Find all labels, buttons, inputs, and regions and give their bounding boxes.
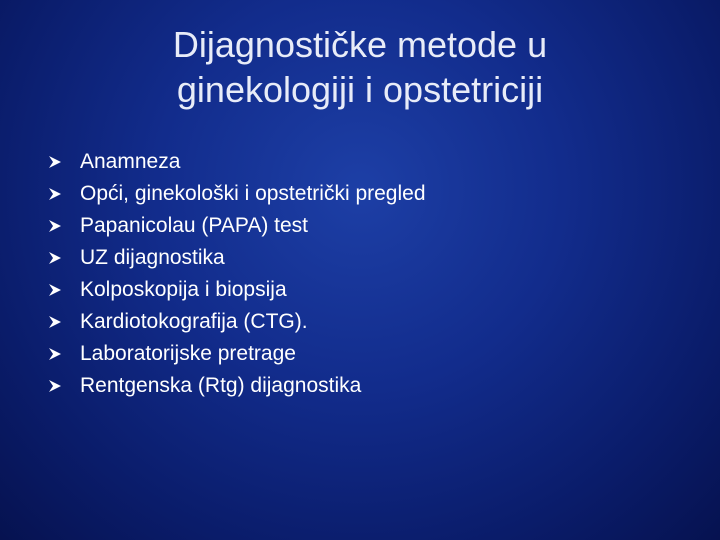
arrowhead-bullet-icon	[48, 347, 62, 361]
list-item-label: Laboratorijske pretrage	[80, 342, 296, 365]
arrowhead-bullet-icon	[48, 379, 62, 393]
list-item	[48, 370, 426, 402]
list-item	[48, 306, 426, 338]
title-line-1: Dijagnostičke metode u	[172, 24, 548, 65]
arrowhead-bullet-icon	[48, 251, 62, 265]
list-item-label: Kardiotokografija (CTG).	[80, 310, 308, 333]
list-item	[48, 210, 426, 242]
bullet-list	[48, 146, 426, 402]
slide-title	[60, 22, 660, 112]
list-item-label: Papanicolau (PAPA) test	[80, 214, 309, 237]
arrowhead-bullet-icon	[48, 155, 62, 169]
list-item	[48, 338, 426, 370]
arrowhead-bullet-icon	[48, 283, 62, 297]
list-item-label: Rentgenska (Rtg) dijagnostika	[80, 374, 362, 397]
list-item-label: Anamneza	[80, 150, 181, 173]
list-item-label: Opći, ginekološki i opstetrički pregled	[80, 182, 426, 205]
arrowhead-bullet-icon	[48, 315, 62, 329]
list-item	[48, 242, 426, 274]
arrowhead-bullet-icon	[48, 187, 62, 201]
list-item	[48, 178, 426, 210]
title-line-2: ginekologiji i opstetriciji	[176, 69, 544, 110]
list-item	[48, 146, 426, 178]
list-item	[48, 274, 426, 306]
arrowhead-bullet-icon	[48, 219, 62, 233]
list-item-label: UZ dijagnostika	[80, 246, 225, 269]
list-item-label: Kolposkopija i biopsija	[80, 278, 287, 301]
